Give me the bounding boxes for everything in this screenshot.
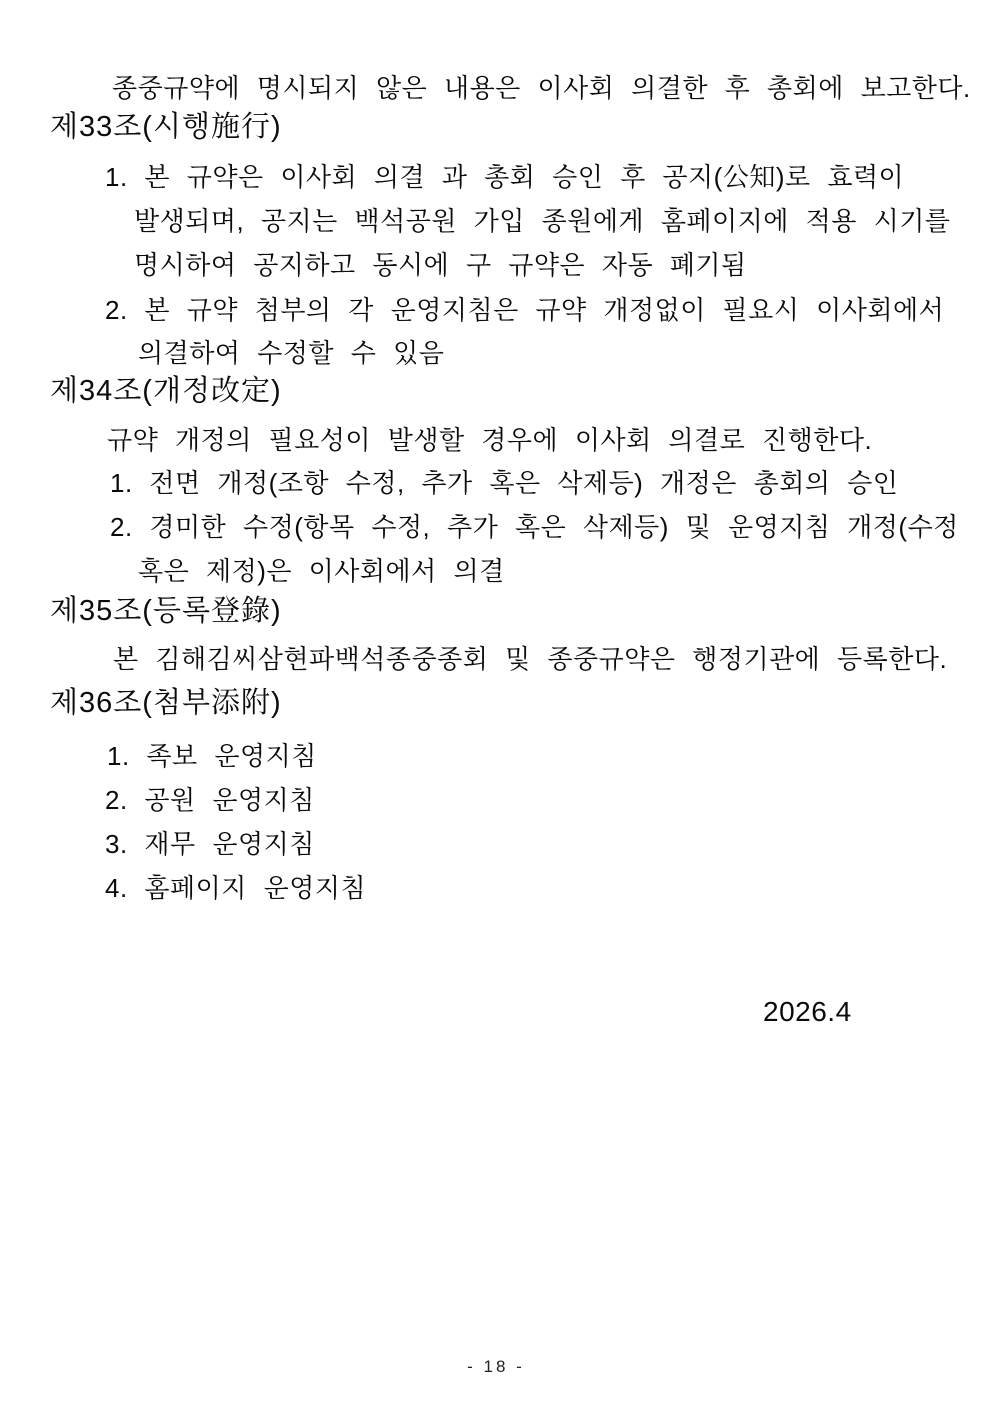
article-34-heading: 제34조(개정改定) xyxy=(50,375,282,407)
article-36-item-4: 4. 홈페이지 운영지침 xyxy=(105,873,367,903)
article-36-item-2: 2. 공원 운영지침 xyxy=(105,785,315,815)
article-34-intro-paragraph: 규약 개정의 필요성이 발생할 경우에 이사회 의결로 진행한다. xyxy=(107,425,873,455)
article-34-item-2-line-1: 2. 경미한 수정(항목 수정, 추가 혹은 삭제등) 및 운영지침 개정(수정 xyxy=(110,512,959,542)
article-36-item-3: 3. 재무 운영지침 xyxy=(105,829,315,859)
article-32-tail-paragraph: 종중규약에 명시되지 않은 내용은 이사회 의결한 후 총회에 보고한다. xyxy=(112,73,971,103)
page-number: - 18 - xyxy=(467,1357,525,1376)
article-33-item-2-line-2: 의결하여 수정할 수 있음 xyxy=(138,338,445,368)
article-34-item-1: 1. 전면 개정(조항 수정, 추가 혹은 삭제등) 개정은 총회의 승인 xyxy=(110,468,899,498)
article-33-item-1-line-3: 명시하여 공지하고 동시에 구 규약은 자동 폐기됨 xyxy=(134,250,747,280)
article-36-item-1: 1. 족보 운영지침 xyxy=(107,741,317,771)
article-35-paragraph: 본 김해김씨삼현파백석종중종회 및 종중규약은 행정기관에 등록한다. xyxy=(113,644,948,674)
article-33-item-2-line-1: 2. 본 규약 첨부의 각 운영지침은 규약 개정없이 필요시 이사회에서 xyxy=(105,295,945,325)
article-33-item-1-line-2: 발생되며, 공지는 백석공원 가입 종원에게 홈페이지에 적용 시기를 xyxy=(134,206,951,236)
article-35-heading: 제35조(등록登錄) xyxy=(50,595,282,627)
article-34-item-2-line-2: 혹은 제정)은 이사회에서 의결 xyxy=(138,556,505,586)
article-33-heading: 제33조(시행施行) xyxy=(50,111,282,143)
article-36-heading: 제36조(첨부添附) xyxy=(50,687,282,719)
document-date: 2026.4 xyxy=(763,996,852,1027)
article-33-item-1-line-1: 1. 본 규약은 이사회 의결 과 총회 승인 후 공지(公知)로 효력이 xyxy=(105,162,905,192)
